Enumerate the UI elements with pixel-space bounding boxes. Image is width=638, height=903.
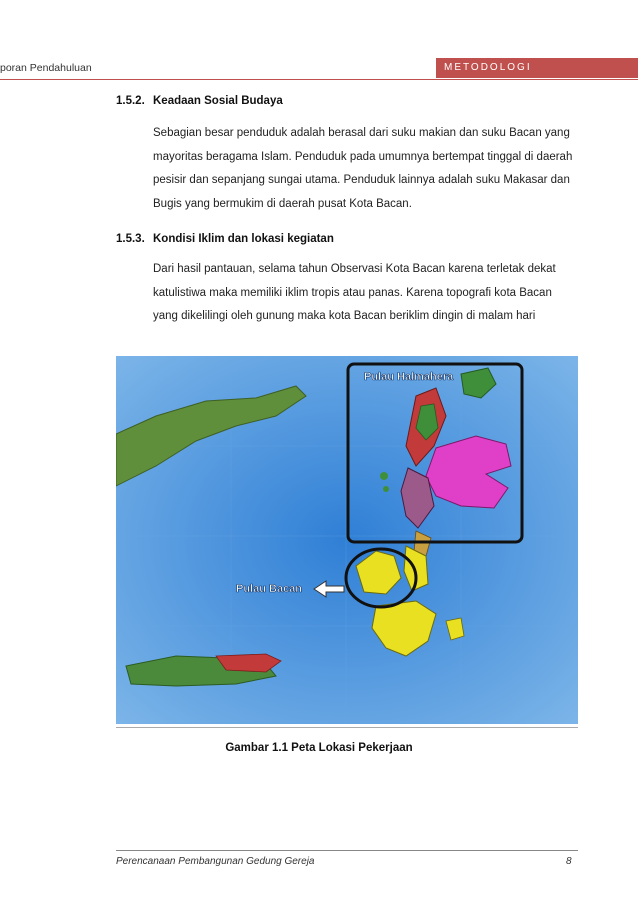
figure-caption: Gambar 1.1 Peta Lokasi Pekerjaan xyxy=(225,742,413,754)
section-paragraph xyxy=(153,122,578,216)
page-number: 8 xyxy=(566,856,572,867)
section-title: Kondisi Iklim dan lokasi kegiatan xyxy=(153,233,334,245)
header-chapter-badge: METODOLOGI xyxy=(436,58,638,78)
header-running-title: poran Pendahuluan xyxy=(0,62,92,74)
paragraph-line: mayoritas beragama Islam. Penduduk pada umumnya bertempat tinggal di daerah xyxy=(153,150,573,163)
section-heading xyxy=(116,233,334,245)
footer-document-title: Perencanaan Pembangunan Gedung Gereja xyxy=(116,856,315,867)
header-divider xyxy=(0,79,638,80)
section-paragraph xyxy=(153,258,578,329)
paragraph-line: pesisir dan sepanjang sungai utama. Penduduk lainnya adalah suku Makasar dan xyxy=(153,174,570,186)
ternate-island xyxy=(380,472,388,480)
label-bacan: Pulau Bacan xyxy=(236,583,303,595)
paragraph-line: Dari hasil pantauan, selama tahun Observasi Kota Bacan karena terletak dekat xyxy=(153,263,556,275)
paragraph-line: katulistiwa maka memiliki iklim tropis atau panas. Karena topografi kota Bacan xyxy=(153,286,552,299)
section-title: Keadaan Sosial Budaya xyxy=(153,95,283,107)
section-number: 1.5.3. xyxy=(116,233,145,245)
figure-bottom-rule xyxy=(116,727,578,728)
location-map xyxy=(116,356,578,724)
paragraph-line: Bugis yang bermukim di daerah pusat Kota Bacan. xyxy=(153,197,412,210)
paragraph-line: yang dikelilingi oleh gunung maka kota Bacan beriklim dingin di malam hari xyxy=(153,310,536,322)
label-halmahera: Pulau Halmahera xyxy=(364,371,454,383)
section-heading xyxy=(116,95,283,107)
section-number: 1.5.2. xyxy=(116,95,145,107)
tidore-island xyxy=(383,486,389,492)
paragraph-line: Sebagian besar penduduk adalah berasal dari suku makian dan suku Bacan yang xyxy=(153,127,570,139)
footer-divider xyxy=(116,850,578,851)
